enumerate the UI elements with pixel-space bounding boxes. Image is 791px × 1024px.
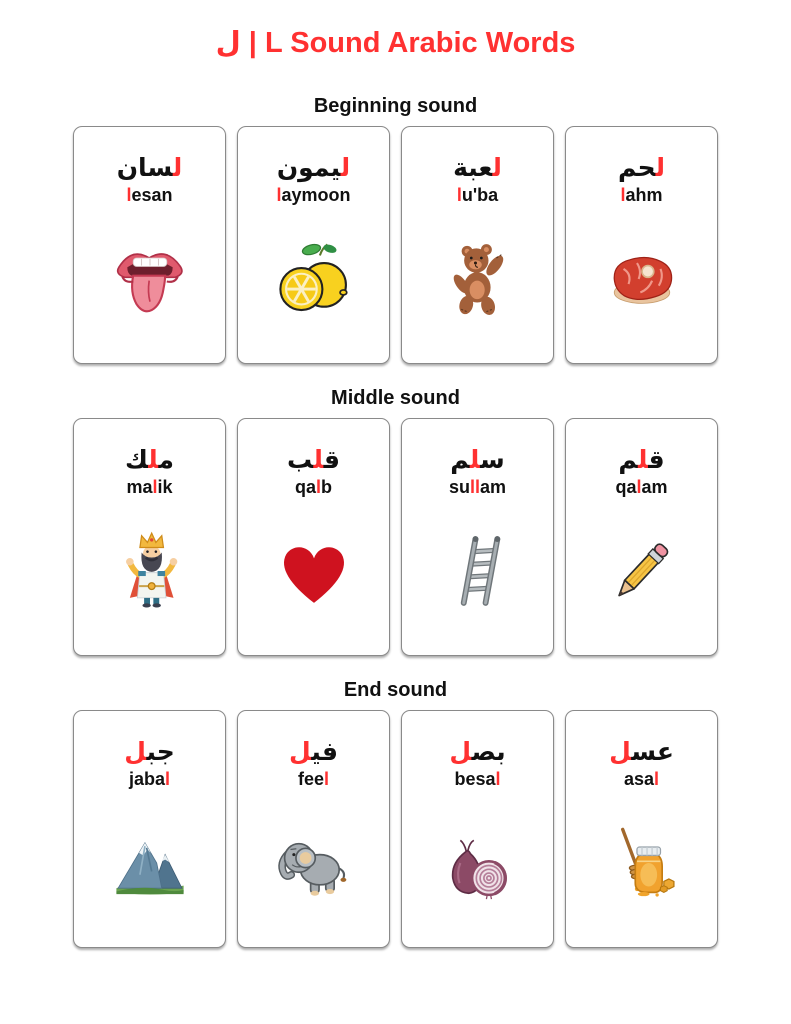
section-heading-middle: Middle sound xyxy=(331,387,460,409)
transliteration: laymoon xyxy=(276,185,351,206)
arabic-word: في‍‍ل xyxy=(289,737,338,766)
flashcard-malik xyxy=(73,418,226,656)
onion-icon xyxy=(402,791,553,947)
arabic-word: جب‍‍ل xyxy=(124,737,175,766)
card-grid-middle xyxy=(73,418,718,656)
section-heading-beginning: Beginning sound xyxy=(313,95,478,117)
arabic-word: ل‍‍عبة xyxy=(453,153,502,182)
flashcard-qalb xyxy=(237,418,390,656)
transliteration: jabal xyxy=(128,769,171,790)
pencil-icon xyxy=(566,499,717,655)
arabic-word: عس‍‍ل xyxy=(609,737,674,766)
page-title: ل | L Sound Arabic Words xyxy=(215,27,576,59)
flashcard-laymoon xyxy=(237,126,390,364)
arabic-word: س‍‍ل‍‍م xyxy=(450,445,505,474)
meat-icon xyxy=(566,207,717,363)
flashcard-lesan xyxy=(73,126,226,364)
flashcard-lahm xyxy=(565,126,718,364)
arabic-word: ل‍‍يمون xyxy=(276,153,351,182)
flashcard-asal xyxy=(565,710,718,948)
transliteration: qalam xyxy=(615,477,668,498)
arabic-word: م‍‍ل‍‍ك xyxy=(125,445,174,474)
flashcard-feel xyxy=(237,710,390,948)
ladder-icon xyxy=(402,499,553,655)
flashcard-jabal xyxy=(73,710,226,948)
arabic-word: ق‍‍ل‍‍م xyxy=(618,445,665,474)
transliteration: sullam xyxy=(448,477,507,498)
transliteration: qalb xyxy=(294,477,333,498)
flashcard-sullam xyxy=(401,418,554,656)
card-grid-end xyxy=(73,710,718,948)
flashcard-qalam xyxy=(565,418,718,656)
elephant-icon xyxy=(238,791,389,947)
king-icon xyxy=(74,499,225,655)
transliteration: besal xyxy=(454,769,501,790)
heart-icon xyxy=(238,499,389,655)
transliteration: lahm xyxy=(620,185,663,206)
transliteration: asal xyxy=(623,769,660,790)
transliteration: lesan xyxy=(126,185,173,206)
transliteration: malik xyxy=(126,477,173,498)
tongue-icon xyxy=(74,207,225,363)
arabic-word: ل‍‍حم xyxy=(617,153,665,182)
arabic-word: ل‍‍سان xyxy=(116,153,183,182)
arabic-word: بص‍‍ل xyxy=(449,737,506,766)
lemon-icon xyxy=(238,207,389,363)
flashcard-besal xyxy=(401,710,554,948)
transliteration: feel xyxy=(297,769,330,790)
teddy-bear-icon xyxy=(402,207,553,363)
mountain-icon xyxy=(74,791,225,947)
arabic-word: ق‍‍ل‍‍ب xyxy=(286,445,341,474)
flashcard-luba xyxy=(401,126,554,364)
transliteration: lu'ba xyxy=(456,185,499,206)
section-heading-end: End sound xyxy=(343,679,448,701)
card-grid-beginning xyxy=(73,126,718,364)
honey-icon xyxy=(566,791,717,947)
